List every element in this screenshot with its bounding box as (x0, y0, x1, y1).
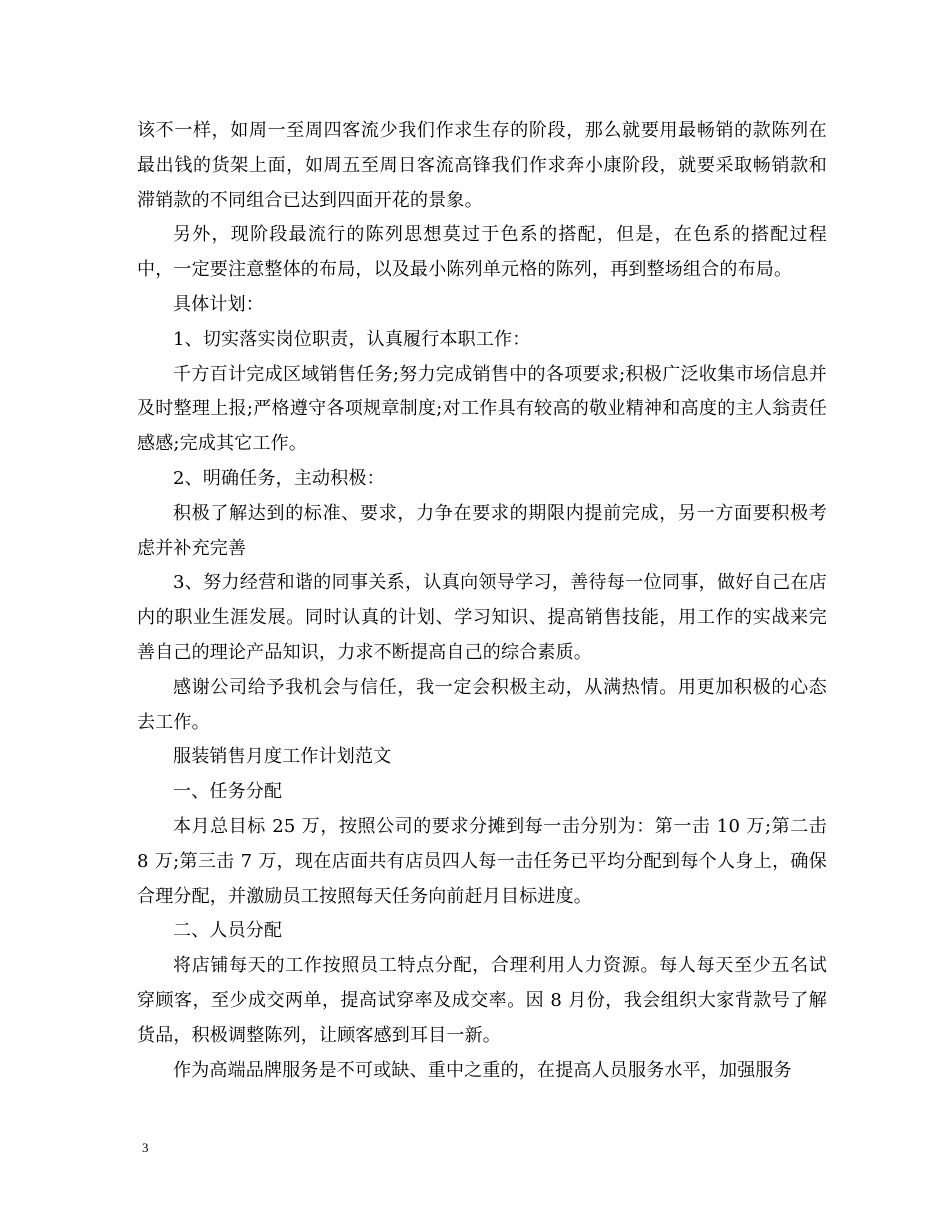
paragraph-specific-plan-heading: 具体计划： (173, 293, 264, 315)
paragraph-item-2-body: 积极了解达到的标准、要求，力争在要求的期限内提前完成，另一方面要积极考虑并补充完善 (137, 502, 827, 559)
paragraph-item-1-body: 千方百计完成区域销售任务;努力完成销售中的各项要求;积极广泛收集市场信息并及时整理上报;严格遵守各项规章制度;对工作具有较高的敬业精神和高度的主人翁责任感感;完成其它工作。 (137, 363, 827, 455)
section-title: 服装销售月度工作计划范文 (173, 746, 392, 768)
paragraph-color-matching: 另外，现阶段最流行的陈列思想莫过于色系的搭配，但是，在色系的搭配过程中，一定要注意整体的布局，以及最小陈列单元格的陈列，再到整场组合的布局。 (137, 224, 827, 281)
paragraph-item-1-heading: 1、切实落实岗位职责，认真履行本职工作： (173, 328, 531, 350)
heading-staff-allocation: 二、人员分配 (173, 920, 283, 942)
paragraph-thanks: 感谢公司给予我机会与信任，我一定会积极主动，从满热情。用更加积极的心态去工作。 (137, 676, 827, 733)
paragraph-display-principles: 该不一样，如周一至周四客流少我们作求生存的阶段，那么就要用最畅销的款陈列在最出钱的货架上面，如周五至周日客流高锋我们作求奔小康阶段，就要采取畅销款和滞销款的不同组合已达到四面开花的景象。 (137, 120, 827, 211)
paragraph-task-allocation: 本月总目标 25 万，按照公司的要求分摊到每一击分别为：第一击 10 万;第二击 8 万;第三击 7 万，现在店面共有店员四人每一击任务已平均分配到每个人身上，确保合理分配，并激励员工按照每天任务向前赶月目标进度。 (137, 815, 827, 907)
heading-task-allocation: 一、任务分配 (173, 781, 283, 803)
paragraph-staff-allocation: 将店铺每天的工作按照员工特点分配，合理利用人力资源。每人每天至少五名试穿顾客，至少成交两单，提高试穿率及成交率。因 8 月份，我会组织大家背款号了解货品，积极调整陈列，让顾客感到耳目一新。 (137, 955, 827, 1046)
document-body (137, 114, 827, 1088)
paragraph-item-2-heading: 2、明确任务，主动积极： (173, 467, 385, 489)
paragraph-item-3: 3、努力经营和谐的同事关系，认真向领导学习，善待每一位同事，做好自己在店内的职业生涯发展。同时认真的计划、学习知识、提高销售技能，用工作的实战来完善自己的理论产品知识，力求不断提高自己的综合素质。 (137, 572, 827, 663)
page-number: 3 (142, 1140, 149, 1155)
paragraph-service: 作为高端品牌服务是不可或缺、重中之重的，在提高人员服务水平，加强服务 (173, 1059, 792, 1081)
